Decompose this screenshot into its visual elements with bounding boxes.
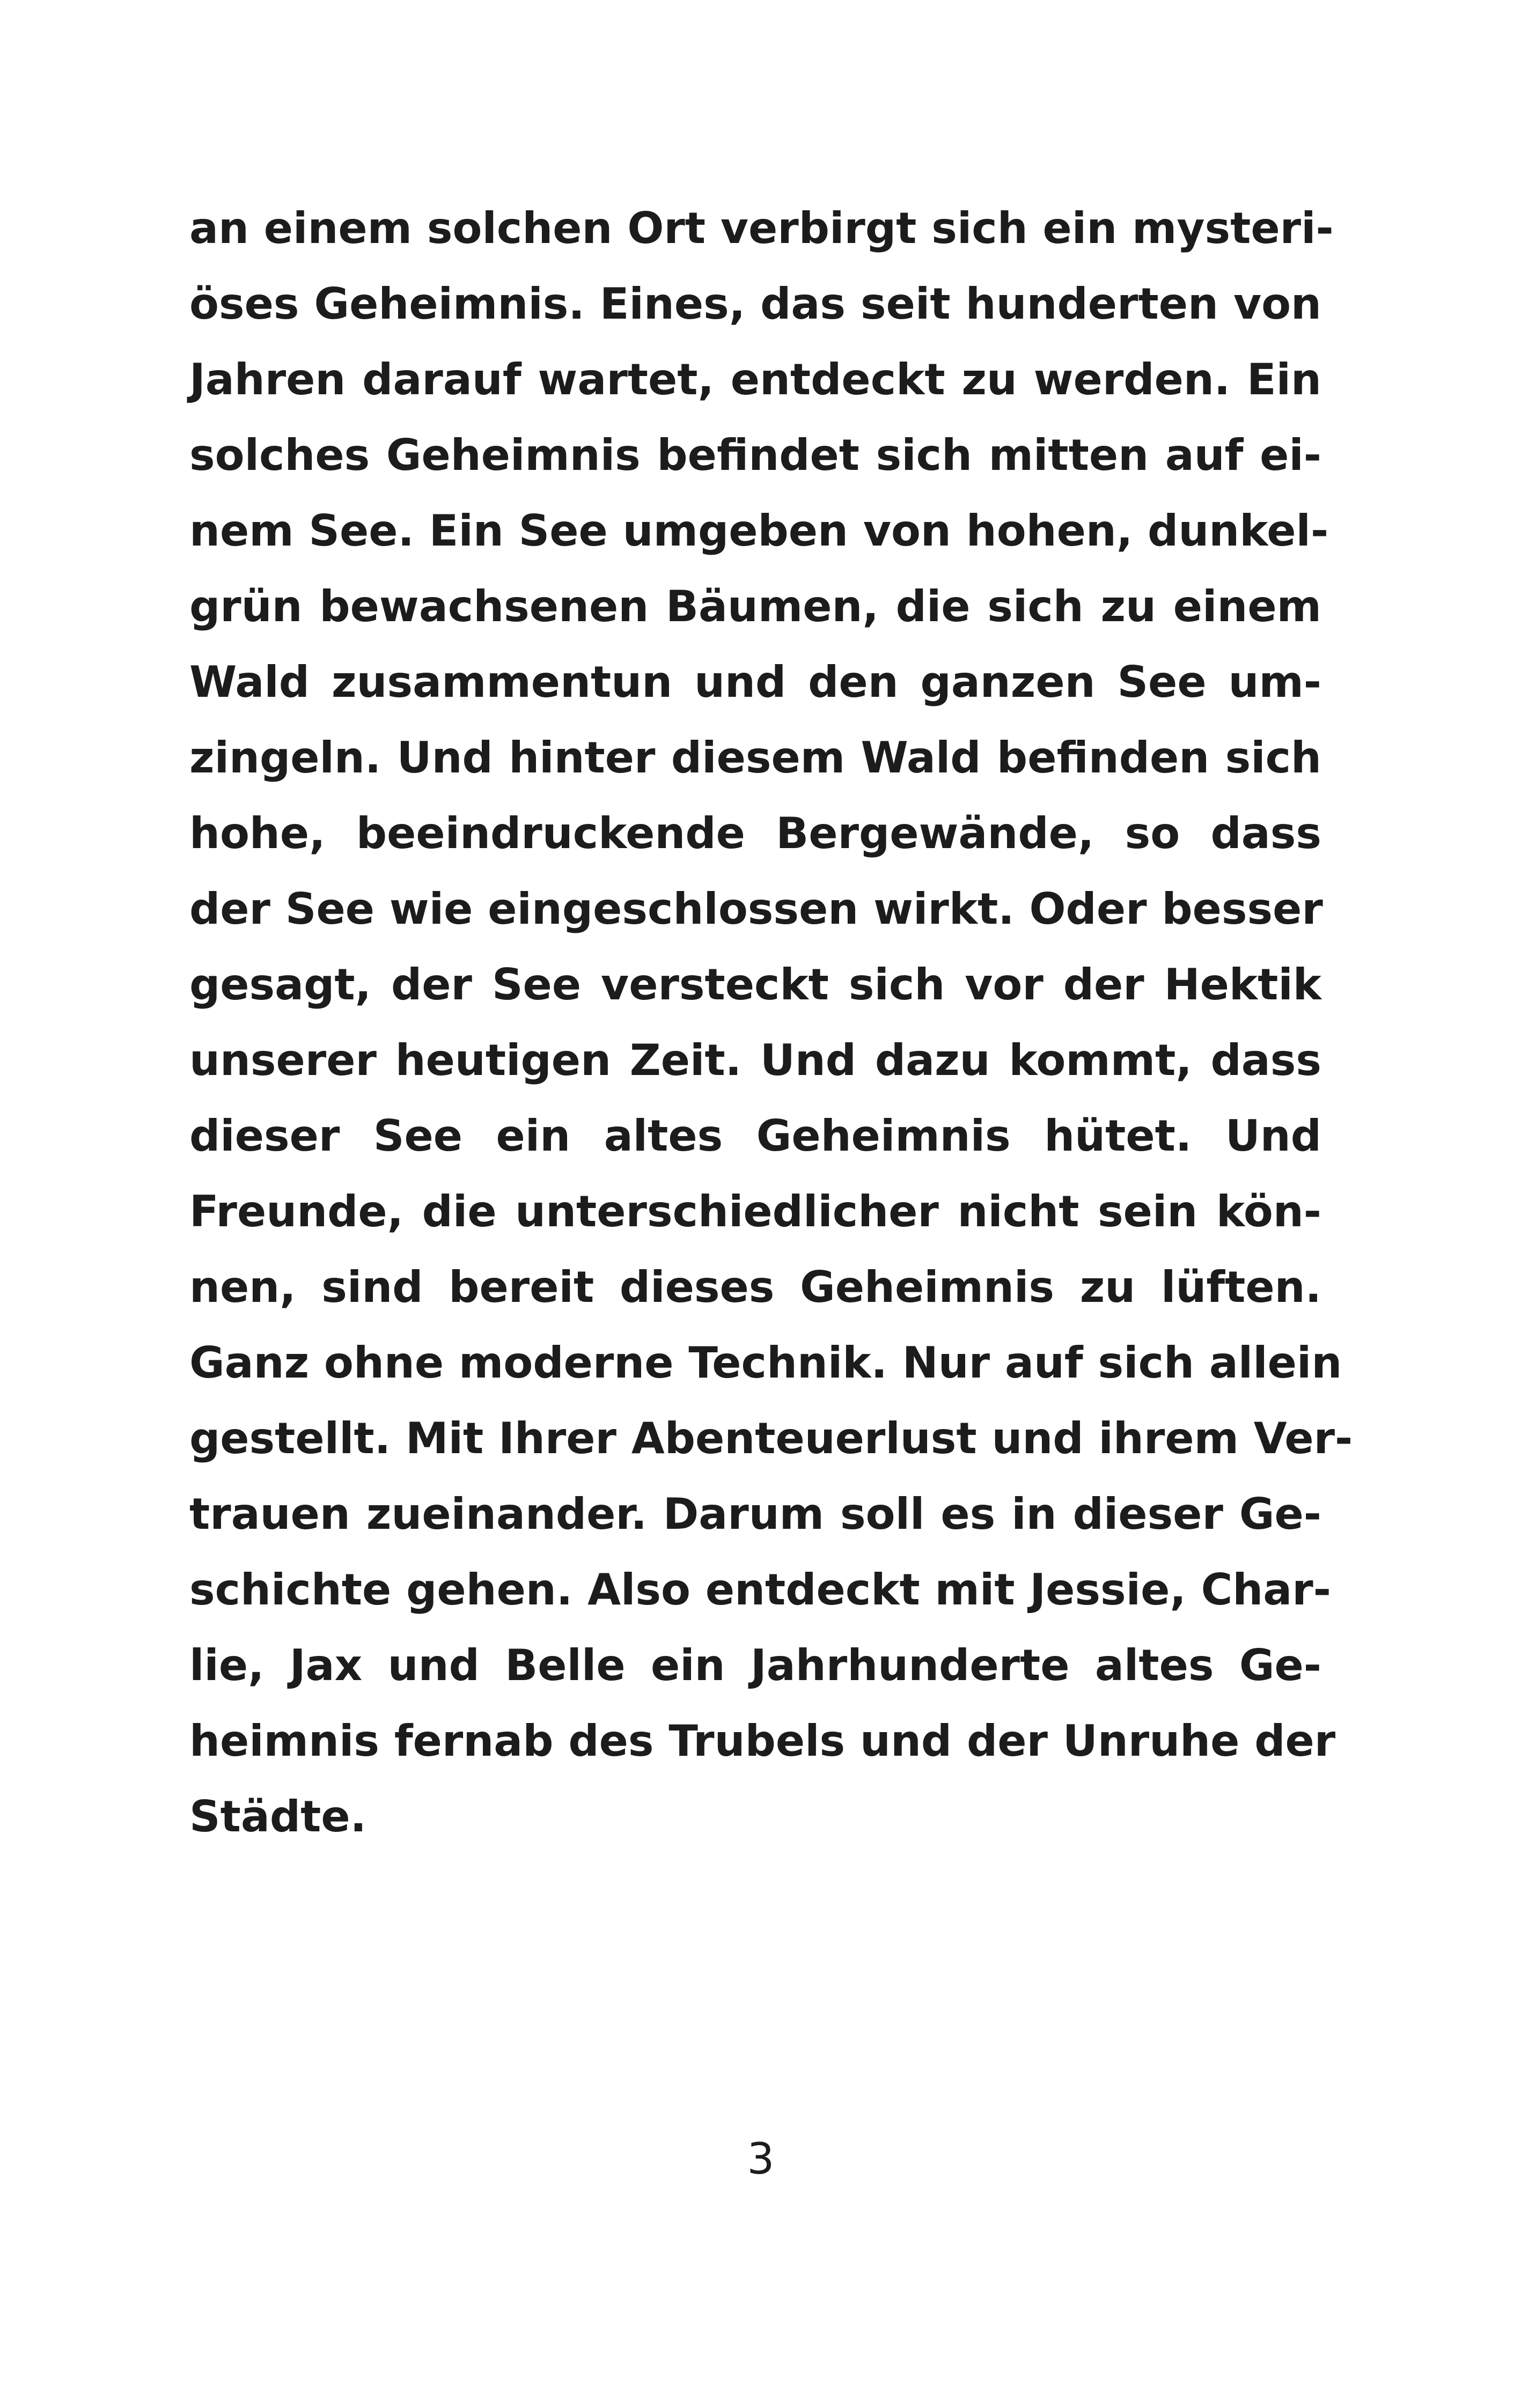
text-line: der See wie eingeschlossen wirkt. Oder besser [189,884,1323,934]
text-line: gestellt. Mit Ihrer Abenteuerlust und ihrem Ver- [189,1413,1353,1463]
page-number: 3 [747,2134,775,2184]
text-line: gesagt, der See versteckt sich vor der Hektik [189,960,1321,1010]
text-line: Wald zusammentun und den ganzen See um- [189,657,1321,707]
text-line: hohe, beeindruckende Bergewände, so dass [189,808,1321,858]
text-line: Ganz ohne moderne Technik. Nur auf sich allein [189,1338,1342,1388]
text-line: dieser See ein altes Geheimnis hütet. Und [189,1111,1321,1161]
text-line: zingeln. Und hinter diesem Wald befinden sich [189,733,1321,783]
text-line: nem See. Ein See umgeben von hohen, dunkel- [189,506,1329,556]
text-line: heimnis fernab des Trubels und der Unruhe der [189,1716,1336,1766]
text-line: grün bewachsenen Bäumen, die sich zu einem [189,581,1321,631]
text-line-last: Städte. [189,1792,366,1842]
text-line: solches Geheimnis befindet sich mitten auf ei- [189,430,1321,480]
text-line: nen, sind bereit dieses Geheimnis zu lüften. [189,1262,1321,1312]
text-line: Freunde, die unterschiedlicher nicht sein kön- [189,1187,1321,1236]
body-text [189,190,1353,1854]
text-line: Jahren darauf wartet, entdeckt zu werden. Ein [189,355,1321,404]
text-line: lie, Jax und Belle ein Jahrhunderte altes Ge- [189,1640,1321,1690]
text-line: unserer heutigen Zeit. Und dazu kommt, dass [189,1035,1321,1085]
text-line: öses Geheimnis. Eines, das seit hunderten von [189,279,1321,329]
text-line: schichte gehen. Also entdeckt mit Jessie, Char- [189,1565,1331,1615]
text-line: an einem solchen Ort verbirgt sich ein mysteri- [189,203,1334,253]
text-line: trauen zueinander. Darum soll es in dieser Ge- [189,1489,1321,1539]
